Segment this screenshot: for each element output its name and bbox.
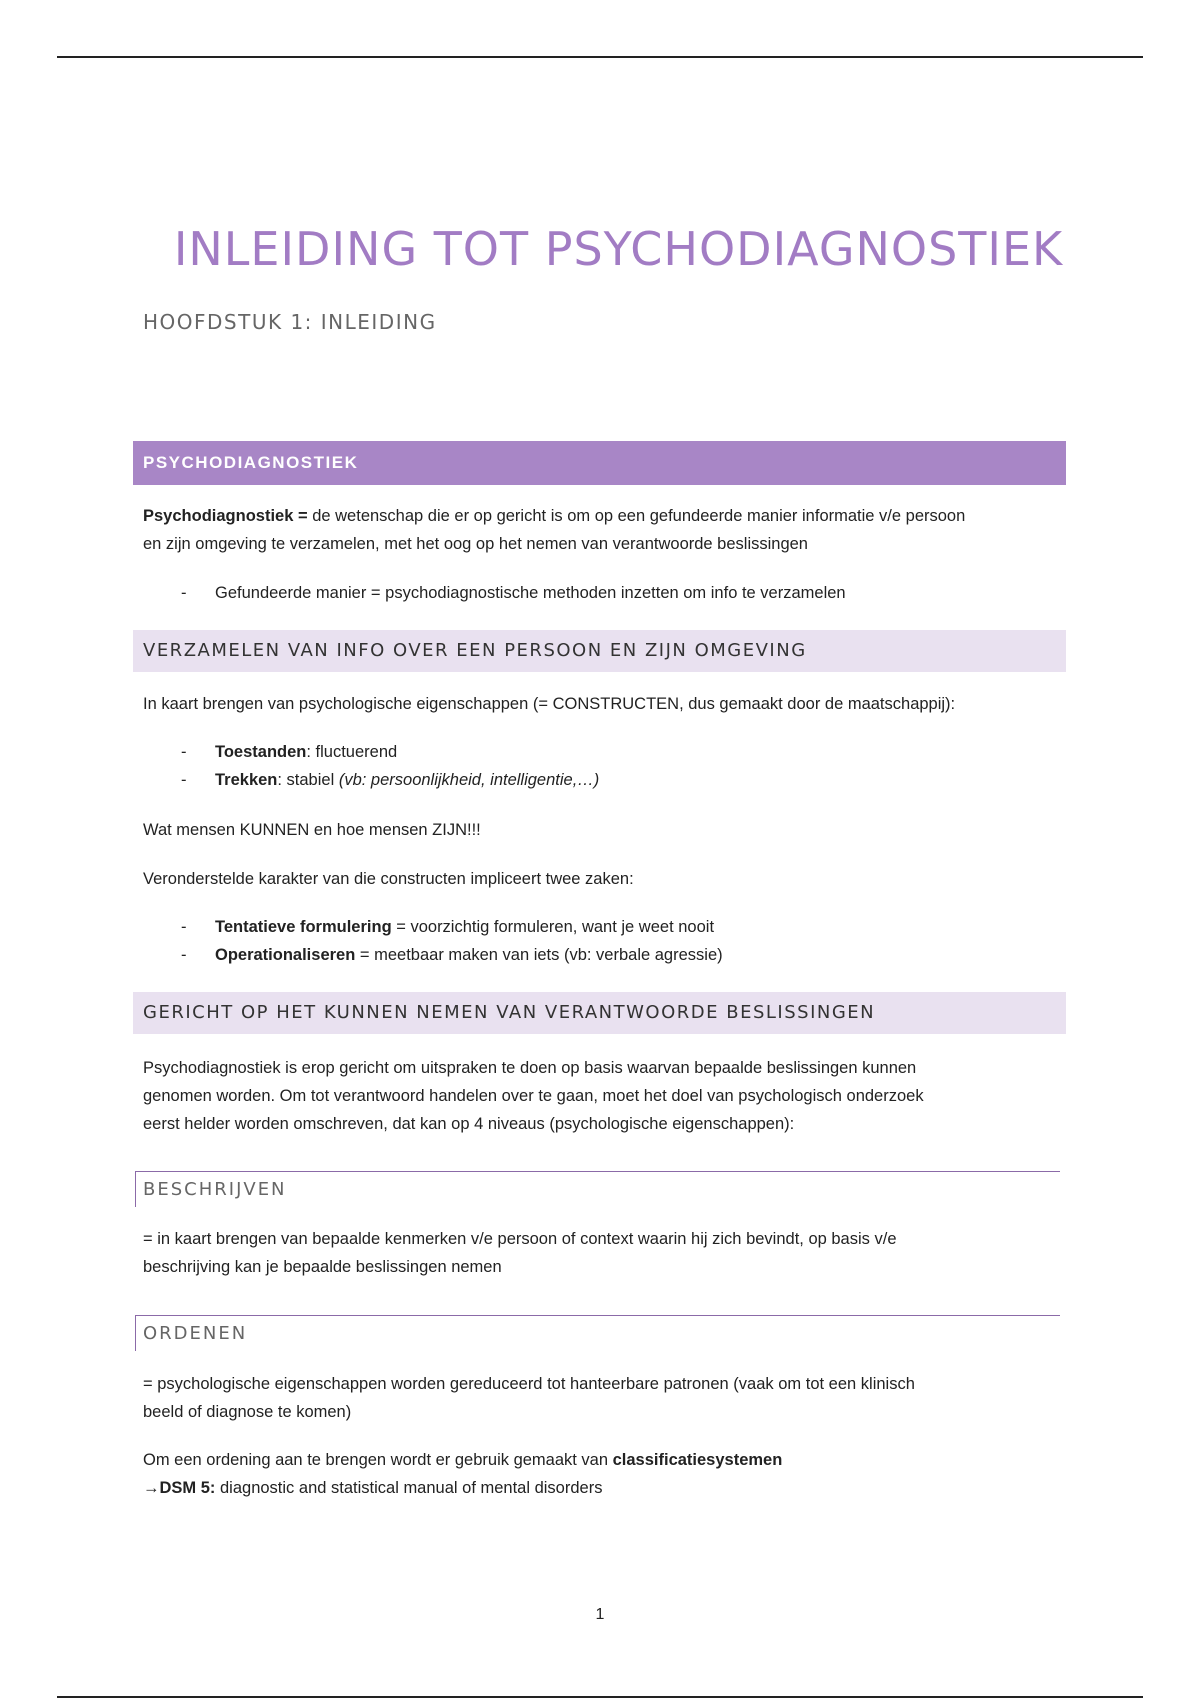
dsm-term: DSM 5: <box>159 1479 216 1497</box>
bullet-description: = voorzichtig formuleren, want je weet nooit <box>391 918 715 936</box>
subsection-heading-beschrijven: BESCHRIJVEN <box>135 1171 1060 1207</box>
definition-paragraph <box>143 502 1063 558</box>
bullet-text: Gefundeerde manier = psychodiagnostische methoden inzetten om info te verzamelen <box>215 584 846 602</box>
bullet-description: = meetbaar maken van iets (vb: verbale agressie) <box>355 946 723 964</box>
classificatie-text: Om een ordening aan te brengen wordt er gebruik gemaakt van <box>143 1451 613 1469</box>
arrow-icon: → <box>143 1479 160 1497</box>
paragraph-line: Psychodiagnostiek is erop gericht om uitspraken te doen op basis waarvan bepaalde beslissingen kunnen <box>143 1059 917 1077</box>
bullet-text <box>215 941 723 969</box>
bullet-term: Operationaliseren <box>215 946 356 964</box>
bullet-dash: - <box>181 771 187 789</box>
bullet-text <box>215 913 714 941</box>
gericht-paragraph <box>143 1054 1063 1138</box>
bullet-term: Tentatieve formulering <box>215 918 392 936</box>
chapter-heading: HOOFDSTUK 1: INLEIDING <box>143 310 437 334</box>
constructs-intro: In kaart brengen van psychologische eigenschappen (= CONSTRUCTEN, dus gemaakt door de maatschappij): <box>143 695 956 713</box>
definition-text-line2: en zijn omgeving te verzamelen, met het oog op het nemen van verantwoorde beslissingen <box>143 535 808 553</box>
bullet-dash: - <box>181 946 187 964</box>
section-heading-psychodiagnostiek: PSYCHODIAGNOSTIEK <box>133 441 1066 485</box>
paragraph-line: = psychologische eigenschappen worden gereduceerd tot hanteerbare patronen (vaak om tot een klinisch <box>143 1375 915 1393</box>
page-number: 1 <box>595 1606 605 1623</box>
classificatie-term: classificatiesystemen <box>612 1451 783 1469</box>
subsection-heading-ordenen: ORDENEN <box>135 1315 1060 1351</box>
kunnen-zijn-line: Wat mensen KUNNEN en hoe mensen ZIJN!!! <box>143 821 481 839</box>
bullet-text <box>215 738 397 766</box>
bullet-description: : fluctuerend <box>306 743 398 761</box>
definition-term: Psychodiagnostiek <box>143 507 294 525</box>
header-rule <box>57 56 1143 58</box>
definition-equals: = <box>293 507 313 525</box>
karakter-line: Veronderstelde karakter van die constructen impliceert twee zaken: <box>143 870 634 888</box>
ordenen-paragraph <box>143 1370 1063 1426</box>
section-heading-gericht: GERICHT OP HET KUNNEN NEMEN VAN VERANTWOORDE BESLISSINGEN <box>133 992 1066 1034</box>
bullet-term: Toestanden <box>215 743 307 761</box>
bullet-dash: - <box>181 743 187 761</box>
paragraph-line: beeld of diagnose te komen) <box>143 1403 352 1421</box>
paragraph-line: eerst helder worden omschreven, dat kan op 4 niveaus (psychologische eigenschappen): <box>143 1115 795 1133</box>
definition-text-line1: de wetenschap die er op gericht is om op een gefundeerde manier informatie v/e persoon <box>312 507 966 525</box>
bullet-text <box>215 766 599 794</box>
document-title: INLEIDING TOT PSYCHODIAGNOSTIEK <box>173 222 1064 276</box>
beschrijven-paragraph <box>143 1225 1063 1281</box>
bullet-term: Trekken <box>215 771 278 789</box>
footer-rule <box>57 1696 1143 1698</box>
dsm-description: diagnostic and statistical manual of mental disorders <box>215 1479 603 1497</box>
bullet-dash: - <box>181 918 187 936</box>
bullet-dash: - <box>181 584 187 602</box>
classificatie-paragraph <box>143 1446 1063 1502</box>
bullet-description: : stabiel <box>277 771 339 789</box>
bullet-example: (vb: persoonlijkheid, intelligentie,…) <box>338 771 600 789</box>
paragraph-line: genomen worden. Om tot verantwoord handelen over te gaan, moet het doel van psychologisch onderzoek <box>143 1087 924 1105</box>
section-heading-verzamelen: VERZAMELEN VAN INFO OVER EEN PERSOON EN ZIJN OMGEVING <box>133 630 1066 672</box>
paragraph-line: = in kaart brengen van bepaalde kenmerken v/e persoon of context waarin hij zich bevindt, op basis v/e <box>143 1230 897 1248</box>
paragraph-line: beschrijving kan je bepaalde beslissingen nemen <box>143 1258 502 1276</box>
